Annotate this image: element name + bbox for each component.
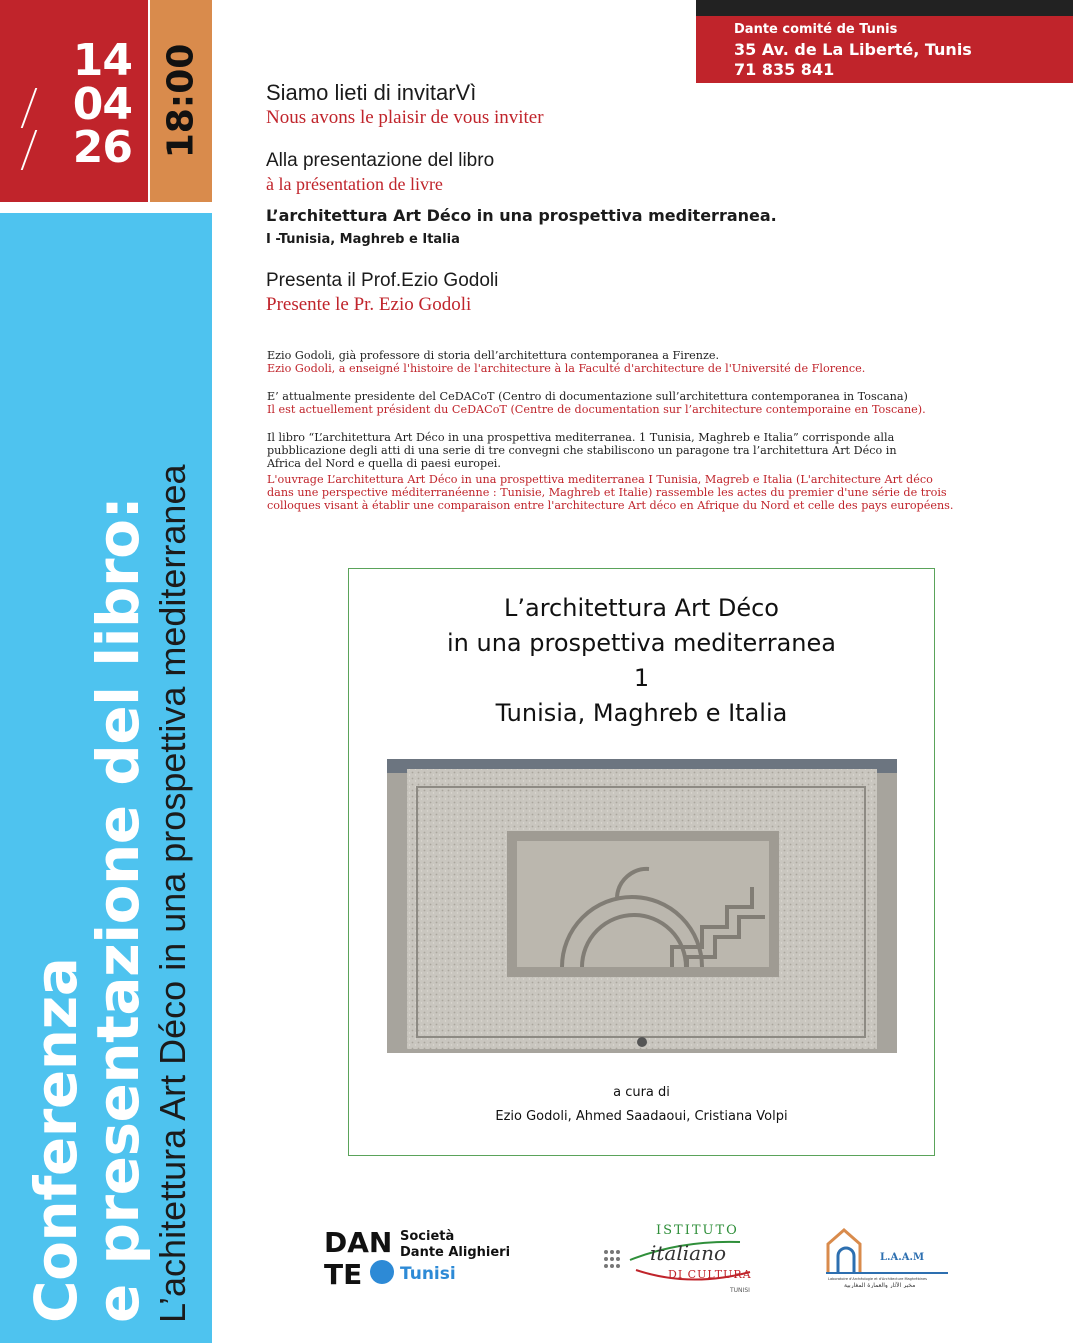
presenter-it: Presenta il Prof.Ezio Godoli — [266, 270, 499, 291]
address-strip — [696, 0, 1073, 16]
bio-p3-fr-2: dans une perspective méditerranéenne : Tunisie, Maghreb et Italie) rassemble les actes du premier d'une série de trois — [267, 486, 947, 499]
dante-mark-top: DAN — [324, 1226, 393, 1259]
cover-editor-label: a cura di — [613, 1085, 670, 1100]
cover-title-line2: in una prospettiva mediterranea — [447, 629, 836, 657]
art-deco-relief-image — [387, 759, 897, 1053]
date-day: 14 — [72, 35, 132, 86]
cover-title-line3: 1 — [633, 664, 650, 692]
address-street: 35 Av. de La Liberté, Tunis — [734, 40, 972, 59]
bio-p3-it-3: Africa del Nord e quella di paesi europei. — [267, 457, 501, 470]
laam-subtitle: Laboratoire d'Archéologie et d'Architecture Maghrébines — [828, 1277, 927, 1281]
laam-arabic: مخبر الآثار والعمارة المغاربية — [844, 1282, 916, 1288]
laam-name: L.A.A.M — [880, 1252, 925, 1263]
bio-p3-fr-1: L'ouvrage L’architettura Art Déco in una prospettiva mediterranea I Tunisia, Magreb e Italia (L'architecture Art déco — [267, 473, 933, 486]
cover-title-line4: Tunisia, Maghreb e Italia — [495, 699, 788, 727]
date-slash — [21, 88, 38, 128]
cover-title-line1: L’architettura Art Déco — [504, 594, 779, 622]
side-subtitle: L’achitettura Art Déco in una prospettiva mediterranea — [152, 464, 193, 1323]
iic-text-2: italiano — [650, 1241, 726, 1265]
bio-p2-fr: Il est actuellement président du CeDACoT (Centre de documentation sur l’architecture contemporaine en Toscane). — [267, 403, 926, 416]
side-title-line2: e presentazione del libro: — [84, 496, 152, 1323]
address-phone: 71 835 841 — [734, 60, 835, 79]
address-box — [696, 0, 1073, 83]
dante-alighieri-logo — [322, 1222, 522, 1292]
iic-text-1: ISTITUTO — [656, 1223, 739, 1238]
bio-p1-fr: Ezio Godoli, a enseigné l'histoire de l'architecture à la Faculté d'architecture de l'Université de Florence. — [267, 362, 866, 375]
bio-p3-it-1: Il libro “L’architettura Art Déco in una prospettiva mediterranea. 1 Tunisia, Maghreb e Italia” corrisponde alla — [267, 431, 895, 444]
bio-p3-fr-3: colloques visant à établir une comparaison entre l'architecture Art déco en Afrique du Nord et celle des pays européens. — [267, 499, 954, 512]
laam-logo — [824, 1222, 950, 1288]
invite-fr: Nous avons le plaisir de vous inviter — [266, 107, 544, 128]
cover-title — [349, 591, 934, 731]
dante-dot-icon — [370, 1260, 394, 1284]
bio-p2-it: E’ attualmente presidente del CeDACoT (Centro di documentazione sull’architettura contemporanea in Toscana) — [267, 390, 908, 403]
invite-it: Siamo lieti di invitarVì — [266, 80, 477, 105]
presentation-it: Alla presentazione del libro — [266, 150, 495, 171]
date-slash — [21, 130, 38, 170]
dante-mark-bottom: TE — [324, 1258, 363, 1291]
book-cover — [348, 568, 935, 1156]
side-band — [0, 213, 212, 1343]
bio-p3-it-2: pubblicazione degli atti di una serie di tre convegni che stabiliscono un paragone tra l’architettura Art Déco in — [267, 444, 897, 457]
iic-dots-icon — [604, 1250, 620, 1268]
iic-city: TUNISI — [730, 1287, 750, 1294]
istituto-italiano-cultura-logo — [600, 1212, 760, 1296]
dante-name-1: Società — [400, 1229, 455, 1244]
date-month: 04 — [72, 79, 132, 130]
side-title-line1: Conferenza — [22, 957, 90, 1323]
presentation-fr: à la présentation de livre — [266, 174, 443, 194]
event-time: 18:00 — [160, 43, 202, 159]
dante-city: Tunisi — [400, 1264, 456, 1284]
dante-name-2: Dante Alighieri — [400, 1245, 511, 1260]
book-title: L’architettura Art Déco in una prospettiva mediterranea. — [266, 206, 777, 225]
bio-p1-it: Ezio Godoli, già professore di storia dell’architettura contemporanea a Firenze. — [267, 349, 720, 362]
address-org: Dante comité de Tunis — [734, 22, 898, 37]
presenter-fr: Presente le Pr. Ezio Godoli — [266, 294, 472, 315]
cover-editors: Ezio Godoli, Ahmed Saadaoui, Cristiana Volpi — [495, 1109, 788, 1124]
date-block — [0, 0, 148, 202]
iic-text-3: DI CULTURA — [668, 1268, 752, 1281]
date-year: 26 — [72, 122, 132, 173]
time-block — [150, 0, 212, 202]
book-subtitle: I -Tunisia, Maghreb e Italia — [266, 232, 460, 247]
